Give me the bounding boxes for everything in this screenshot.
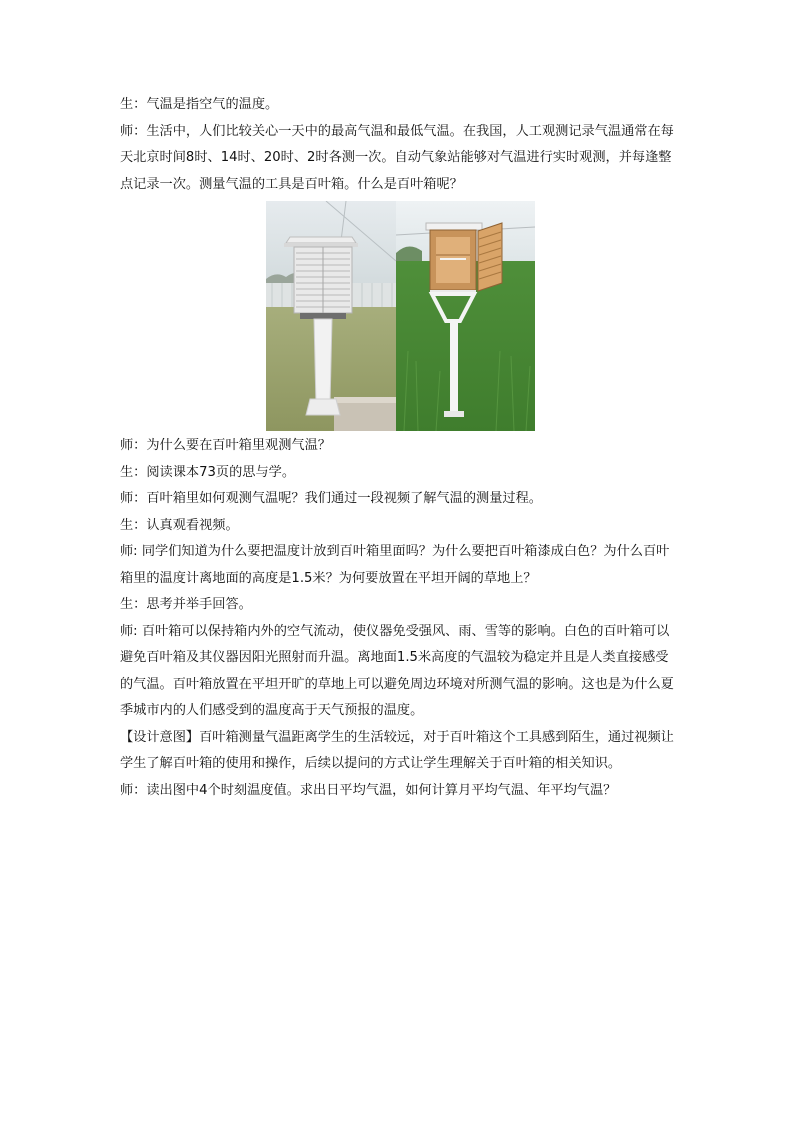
paragraph-design-intent: 【设计意图】百叶箱测量气温距离学生的生活较远，对于百叶箱这个工具感到陌生，通过视频让学生了解百叶箱的使用和操作，后续以提问的方式让学生理解关于百叶箱的相关知识。: [120, 729, 674, 771]
paragraph-student-answer-1: 生：气温是指空气的温度。: [120, 97, 279, 112]
paragraph-student-answer-4: 生：思考并举手回答。: [120, 597, 252, 612]
paragraph-student-answer-3: 生：认真观看视频。: [120, 517, 239, 533]
paragraph-teacher-question-1: 师：为什么要在百叶箱里观测气温？: [120, 438, 331, 453]
paragraph-teacher-questions-2: 师: 同学们知道为什么要把温度计放到百叶箱里面吗？为什么要把百叶箱漆成白色？为什么百叶箱里的温度计离地面的高度是1.5米？为何要放置在平坦开阔的草地上？: [120, 544, 670, 586]
paragraph-teacher-question-3: 师：读出图中4个时刻温度值。求出日平均气温，如何计算月平均气温、年平均气温？: [120, 782, 617, 798]
white-louvered-screen-photo: [266, 201, 396, 431]
paragraph-student-answer-2: 生：阅读课本73页的思与学。: [120, 464, 296, 480]
paragraph-teacher-intro: 师：生活中，人们比较关心一天中的最高气温和最低气温。在我国，人工观测记录气温通常在每天北京时间8时、14时、20时、2时各测一次。自动气象站能够对气温进行实时观测，并每逢整点记录一次。测量气温的工具是百叶箱。什么是百叶箱呢？: [120, 123, 674, 192]
open-wooden-screen-photo: [396, 201, 535, 431]
paragraph-teacher-explanation: 师: 百叶箱可以保持箱内外的空气流动，使仪器免受强风、雨、雪等的影响。白色的百叶箱可以避免百叶箱及其仪器因阳光照射而升温。离地面1.5米高度的气温较为稳定并且是人类直接感受的气温。百叶箱放置在平坦开旷的草地上可以避免周边环境对所测气温的影响。这也是为什么夏季城市内的人们感受到的温度高于天气预报的温度。: [120, 623, 674, 718]
paragraph-teacher-video: 师：百叶箱里如何观测气温呢？我们通过一段视频了解气温的测量过程。: [120, 491, 542, 506]
stevenson-screen-figure: [120, 201, 680, 431]
document-body: [120, 92, 680, 804]
